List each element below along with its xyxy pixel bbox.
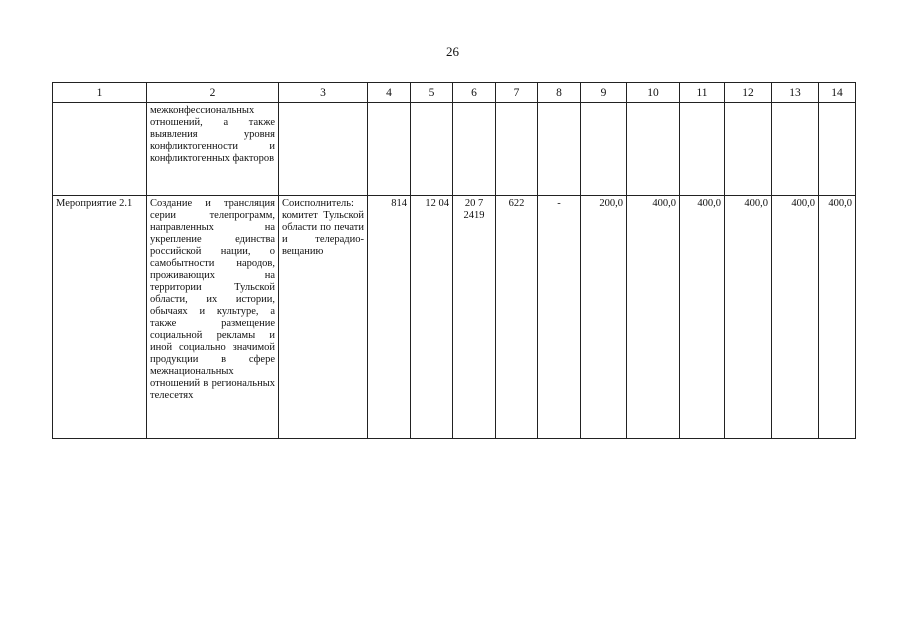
table-cell [53,103,147,196]
measure-description-cell: Создание и трансляция серии телепрограмм, направленных на укрепление единства российской нации, о самобытности народов, проживающих на территории Тульской области, их истории, обычаях и культуре, а также размещение социальной рекламы и иной социально значимой продукции в сфере межнациональных отношений в региональных телесетях [147,196,279,439]
value-cell-col11: 400,0 [680,196,725,439]
table-cell [538,103,581,196]
value-cell-col5: 12 04 [411,196,453,439]
column-header: 10 [627,83,680,103]
table-cell [627,103,680,196]
table-cell [725,103,772,196]
table-cell [581,103,627,196]
value-cell-col8: - [538,196,581,439]
column-header: 14 [819,83,856,103]
table-row-continuation [53,103,856,196]
column-header: 13 [772,83,819,103]
page-number: 26 [446,44,459,59]
value-cell-col7: 622 [496,196,538,439]
column-header: 6 [453,83,496,103]
table-cell [453,103,496,196]
value-cell-col9: 200,0 [581,196,627,439]
value-cell-col12: 400,0 [725,196,772,439]
value-cell-col6: 20 7 2419 [453,196,496,439]
value-cell-col10: 400,0 [627,196,680,439]
column-header: 7 [496,83,538,103]
column-header: 2 [147,83,279,103]
column-header: 9 [581,83,627,103]
column-header: 3 [279,83,368,103]
table-cell [819,103,856,196]
column-header: 8 [538,83,581,103]
measure-name-cell: Мероприятие 2.1 [53,196,147,439]
executor-cell: Соисполнитель: комитет Тульской области по печати и телерадио-вещанию [279,196,368,439]
table-header-row [53,83,856,103]
column-header: 12 [725,83,772,103]
table-row-measure [53,196,856,439]
table-cell [680,103,725,196]
column-header: 4 [368,83,411,103]
column-header: 1 [53,83,147,103]
value-cell-col14: 400,0 [819,196,856,439]
continuation-description-cell: межконфессиональных отношений, а также выявления уровня конфликтогенности и конфликтогенных факторов [147,103,279,196]
table-cell [411,103,453,196]
table-cell [772,103,819,196]
table-cell [279,103,368,196]
column-header: 11 [680,83,725,103]
table-cell [368,103,411,196]
value-cell-col4: 814 [368,196,411,439]
table-cell [496,103,538,196]
value-cell-col13: 400,0 [772,196,819,439]
column-header: 5 [411,83,453,103]
budget-table [52,82,856,439]
